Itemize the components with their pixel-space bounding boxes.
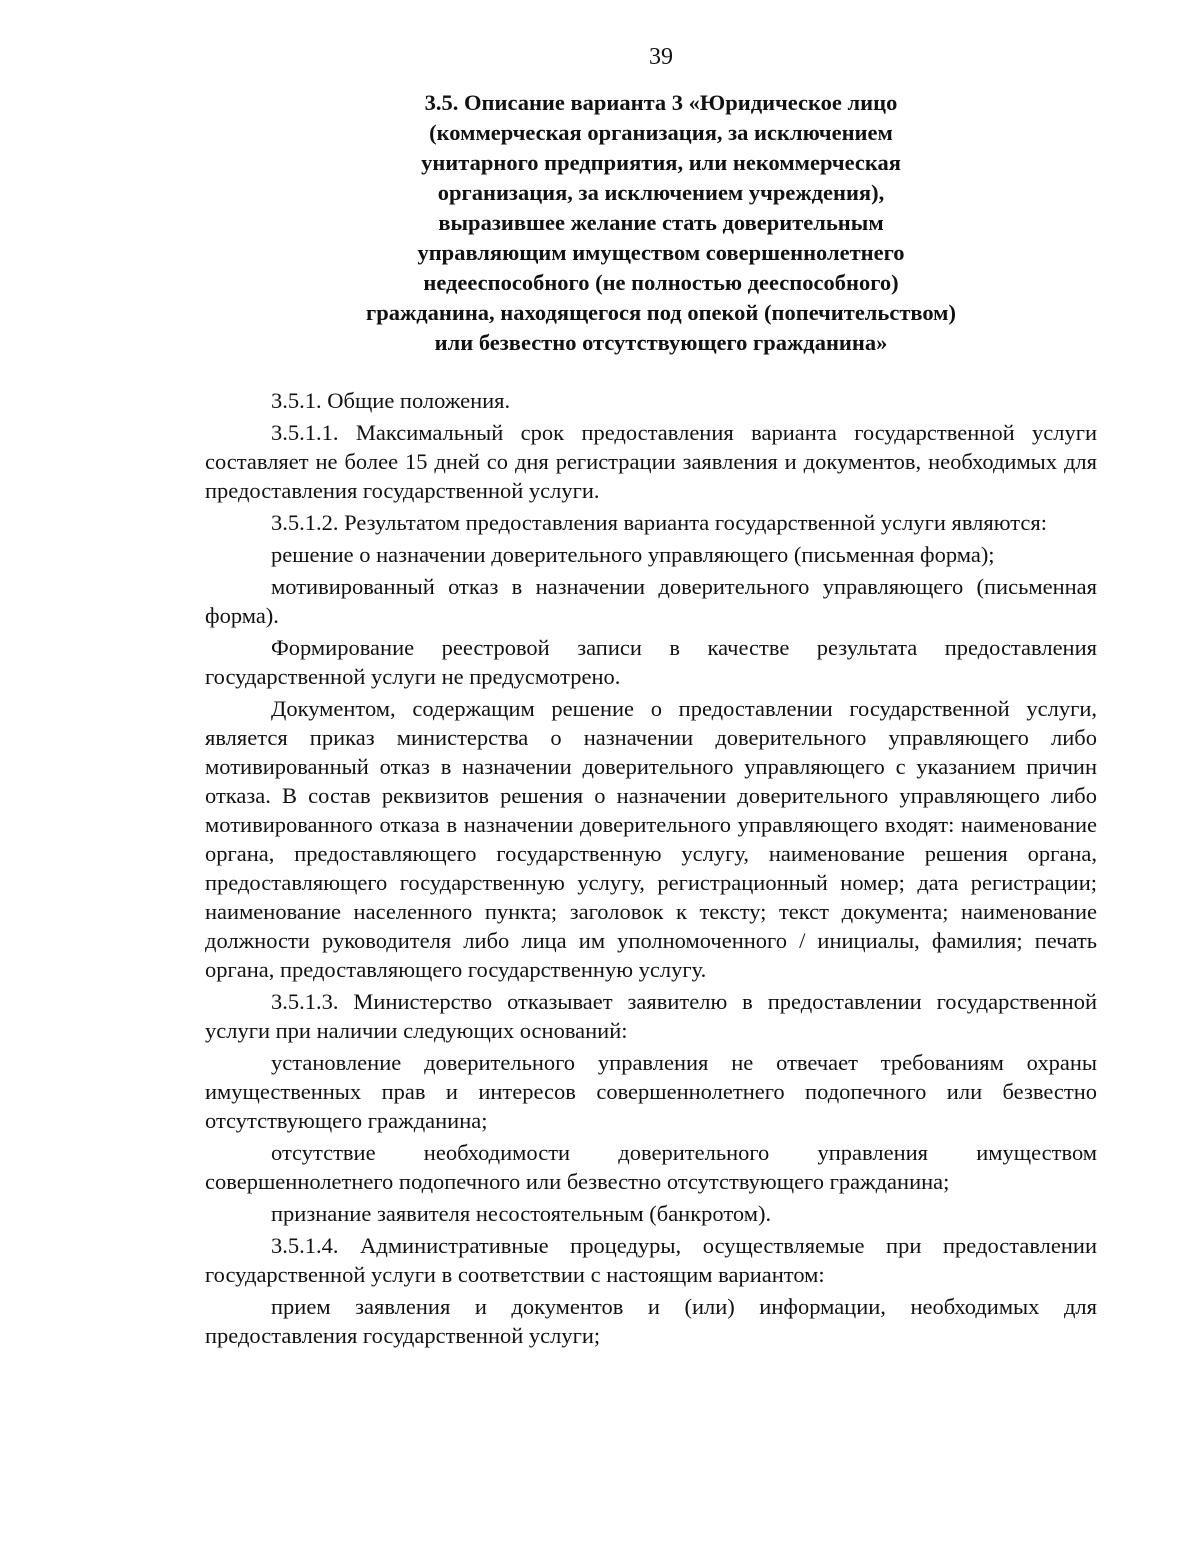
paragraph-result-decision: решение о назначении доверительного управляющего (письменная форма);: [271, 542, 995, 567]
heading-line: выразившее желание стать доверительным: [438, 210, 884, 235]
heading-line: управляющим имуществом совершеннолетнего: [417, 240, 905, 265]
heading-line: организация, за исключением учреждения),: [437, 180, 885, 205]
paragraph-decision-document: Документом, содержащим решение о предоставлении государственной услуги, является приказ министерства о назначении доверительного управляющего либо мотивированный отказ в назначении доверительного управляющего с указанием причин отказа. В состав реквизитов решения о назначении доверительного управляющего либо мотивированного отказа в назначении доверительного управляющего входят: наименование органа, предоставляющего государственную услугу, наименование решения органа, предоставляющего государственную услугу, регистрационный номер; дата регистрации; наименование населенного пункта; заголовок к тексту; текст документа; наименование должности руководителя либо лица им уполномоченного / инициалы, фамилия; печать органа, предоставляющего государственную услугу.: [205, 696, 1097, 982]
heading-line: унитарного предприятия, или некоммерческая: [421, 150, 901, 175]
heading-line: 3.5. Описание варианта 3 «Юридическое лицо: [424, 90, 898, 115]
paragraph-procedure-1: прием заявления и документов и (или) информации, необходимых для предоставления государственной услуги;: [205, 1294, 1097, 1348]
heading-line: или безвестно отсутствующего гражданина»: [434, 330, 888, 355]
section-heading: [205, 88, 1097, 358]
paragraph-result: 3.5.1.2. Результатом предоставления варианта государственной услуги являются:: [271, 510, 1047, 535]
paragraph-registry-record: Формирование реестровой записи в качестве результата предоставления государственной услуги не предусмотрено.: [205, 635, 1097, 689]
paragraph-ground-2: отсутствие необходимости доверительного управления имуществом совершеннолетнего подопечного или безвестно отсутствующего гражданина;: [205, 1140, 1097, 1194]
paragraph-general-provisions: 3.5.1. Общие положения.: [271, 388, 511, 413]
heading-line: гражданина, находящегося под опекой (попечительством): [365, 300, 957, 325]
paragraph-max-term: 3.5.1.1. Максимальный срок предоставления варианта государственной услуги составляет не более 15 дней со дня регистрации заявления и документов, необходимых для предоставления государственной услуги.: [205, 420, 1097, 503]
document-page: [205, 42, 1097, 1350]
paragraph-procedures: 3.5.1.4. Административные процедуры, осуществляемые при предоставлении государственной услуги в соответствии с настоящим вариантом:: [205, 1233, 1097, 1287]
paragraph-ground-3: признание заявителя несостоятельным (банкротом).: [271, 1201, 772, 1226]
document-body: [205, 386, 1097, 1350]
heading-line: (коммерческая организация, за исключением: [429, 120, 893, 145]
page-number: 39: [649, 44, 673, 70]
paragraph-result-refusal: мотивированный отказ в назначении доверительного управляющего (письменная форма).: [205, 574, 1097, 628]
heading-line: недееспособного (не полностью дееспособного): [423, 270, 899, 295]
paragraph-refusal-grounds: 3.5.1.3. Министерство отказывает заявителю в предоставлении государственной услуги при наличии следующих оснований:: [205, 989, 1097, 1043]
paragraph-ground-1: установление доверительного управления не отвечает требованиям охраны имущественных прав и интересов совершеннолетнего подопечного или безвестно отсутствующего гражданина;: [205, 1050, 1097, 1133]
